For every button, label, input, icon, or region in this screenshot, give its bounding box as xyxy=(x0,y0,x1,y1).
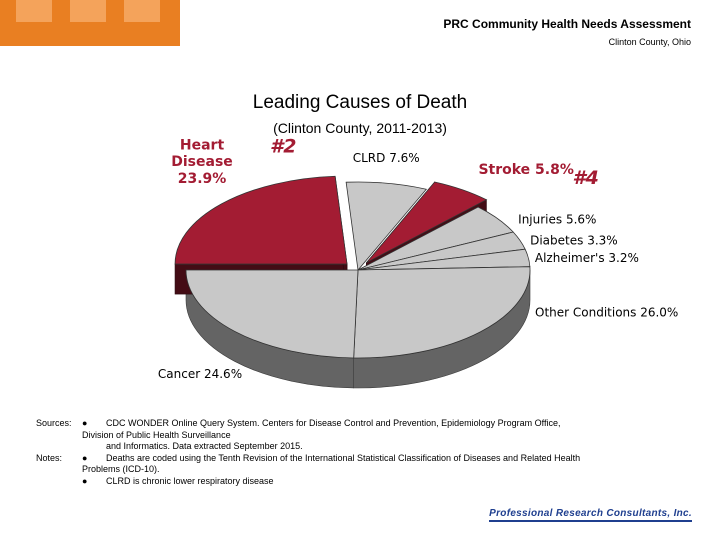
pie-label-stroke: Stroke 5.8% xyxy=(478,162,574,179)
prc-logo: Professional Research Consultants, Inc. xyxy=(489,508,692,522)
note-line: Problems (ICD-10). xyxy=(82,464,160,475)
pie-label-unintentional-injuries: Injuries 5.6% xyxy=(518,212,597,227)
pie-label-alzheimer-s: Alzheimer's 3.2% xyxy=(534,250,639,265)
report-subtitle: Clinton County, Ohio xyxy=(608,37,691,47)
bullet: ● xyxy=(82,418,88,428)
footnotes xyxy=(36,418,686,488)
rank-badge: #4 xyxy=(572,167,599,190)
bullet: ● xyxy=(82,475,88,486)
notes-label: Notes: xyxy=(36,452,63,463)
pie-label-cancer: Cancer 24.6% xyxy=(157,366,243,381)
note-line: CLRD is chronic lower respiratory disease xyxy=(106,475,274,486)
pie-slice-heart-disease xyxy=(175,176,347,264)
source-line: Division of Public Health Surveillance xyxy=(82,429,231,440)
pie-3d xyxy=(175,176,530,388)
bullet: ● xyxy=(82,452,88,463)
chart-title: Leading Causes of Death xyxy=(252,92,468,113)
pie-label-heart-disease: Heart Disease 23.9% xyxy=(171,137,233,187)
pie-label-other-conditions: Other Conditions 26.0% xyxy=(535,305,679,320)
rank-badge: #2 xyxy=(270,135,297,158)
chart-subtitle: (Clinton County, 2011-2013) xyxy=(273,120,447,136)
sources-label: Sources: xyxy=(36,418,72,428)
report-title: PRC Community Health Needs Assessment xyxy=(443,17,691,31)
source-line: and Informatics. Data extracted September 2015. xyxy=(106,441,303,452)
source-line: CDC WONDER Online Query System. Centers for Disease Control and Prevention, Epidemiology Program Office, xyxy=(106,418,561,428)
pie-label-diabetes: Diabetes 3.3% xyxy=(530,233,618,248)
note-line: Deaths are coded using the Tenth Revision of the International Statistical Classification of Diseases and Related Health xyxy=(106,452,581,463)
pie-label-clrd: CLRD 7.6% xyxy=(352,151,420,165)
